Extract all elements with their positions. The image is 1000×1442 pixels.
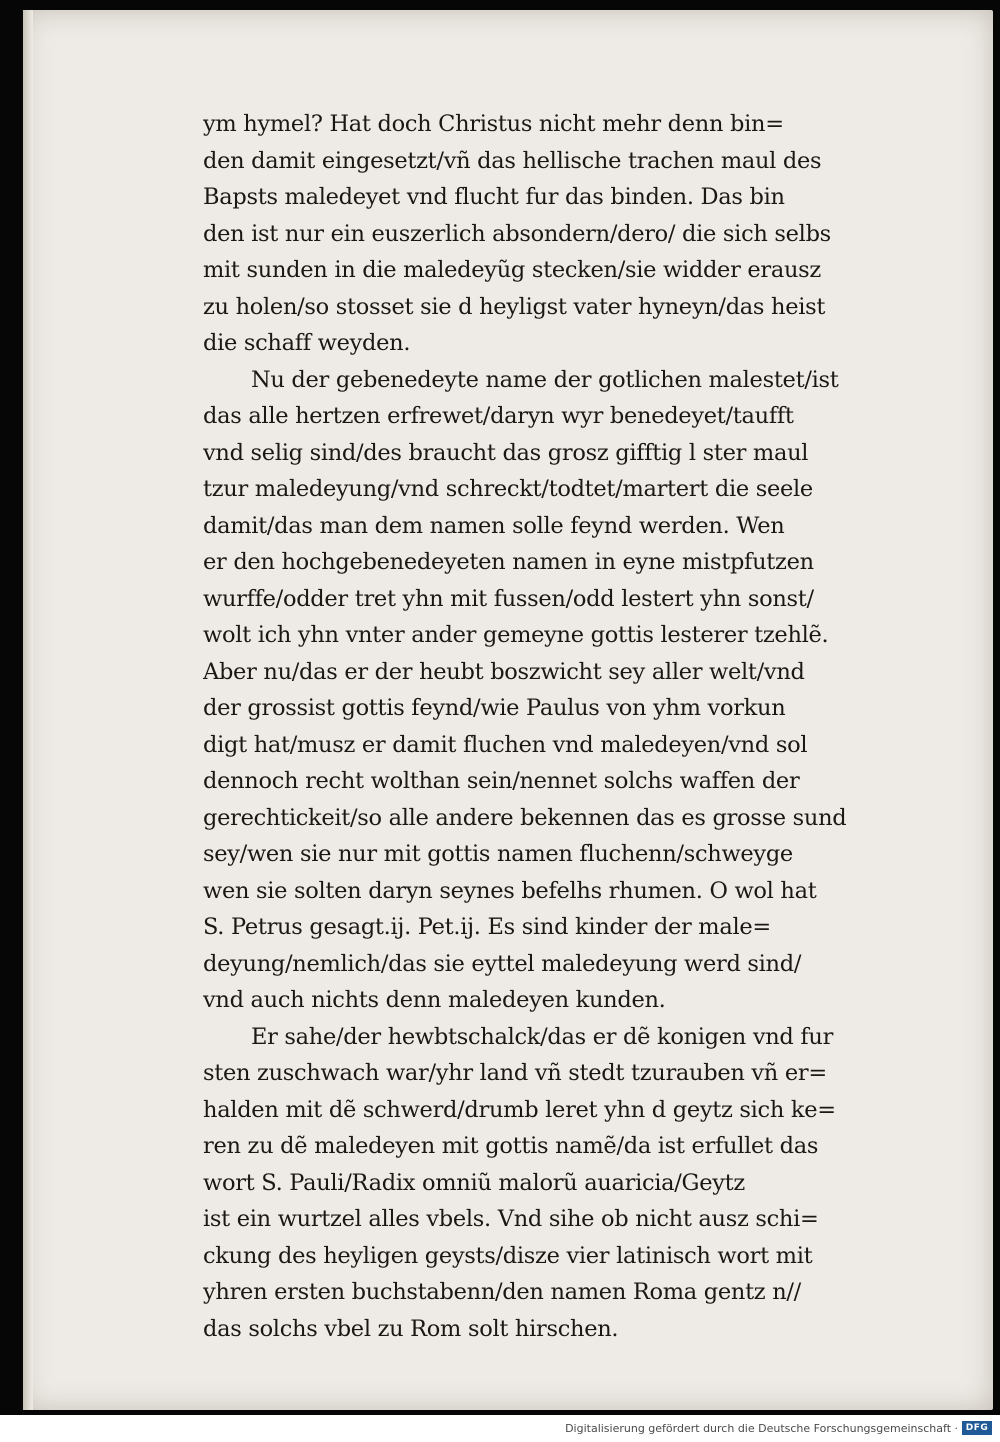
text-line: er den hochgebenedeyeten namen in eyne mistpfutzen bbox=[203, 549, 814, 575]
page-binding-edge bbox=[23, 10, 33, 1410]
text-line: das alle hertzen erfrewet/daryn wyr benedeyet/taufft bbox=[203, 403, 794, 429]
text-line: wurffe/odder tret yhn mit fussen/odd lestert yhn sonst/ bbox=[203, 585, 814, 612]
text-line: ren zu dẽ maledeyen mit gottis namẽ/da ist erfullet das bbox=[203, 1133, 819, 1159]
text-line: tzur maledeyung/vnd schreckt/todtet/martert die seele bbox=[203, 476, 813, 502]
paragraph-start-line: Nu der gebenedeyte name der gotlichen malestet/ist bbox=[251, 366, 839, 393]
text-line: wort S. Pauli/Radix omniũ malorũ auaricia/Geytz bbox=[203, 1169, 745, 1196]
dfg-logo: DFG bbox=[962, 1421, 992, 1435]
text-line: das solchs vbel zu Rom solt hirschen. bbox=[203, 1315, 619, 1342]
text-line: zu holen/so stosset sie d heyligst vater hyneyn/das heist bbox=[203, 293, 826, 320]
text-line: sten zuschwach war/yhr land vñ stedt tzurauben vñ er= bbox=[203, 1060, 827, 1086]
text-line: deyung/nemlich/das sie eyttel maledeyung werd sind/ bbox=[203, 950, 802, 977]
paragraph-start-line: Er sahe/der hewbtschalck/das er dẽ konigen vnd fur bbox=[251, 1023, 834, 1050]
text-line: den damit eingesetzt/vñ das hellische trachen maul des bbox=[203, 147, 822, 174]
book-page bbox=[23, 10, 993, 1410]
text-line: Bapsts maledeyet vnd flucht fur das binden. Das bin bbox=[203, 184, 785, 210]
text-line: damit/das man dem namen solle feynd werden. Wen bbox=[203, 512, 785, 539]
text-line: ist ein wurtzel alles vbels. Vnd sihe ob nicht ausz schi= bbox=[203, 1206, 819, 1232]
text-line: digt hat/musz er damit fluchen vnd maledeyen/vnd sol bbox=[203, 731, 808, 758]
text-line: ckung des heyligen geysts/disze vier latinisch wort mit bbox=[203, 1242, 813, 1269]
text-line: dennoch recht wolthan sein/nennet solchs waffen der bbox=[203, 768, 800, 794]
text-line: sey/wen sie nur mit gottis namen fluchenn/schweyge bbox=[203, 841, 793, 867]
text-line: S. Petrus gesagt.ij. Pet.ij. Es sind kinder der male= bbox=[203, 914, 771, 940]
text-line: die schaff weyden. bbox=[203, 330, 411, 356]
text-line: wen sie solten daryn seynes befelhs rhumen. O wol hat bbox=[203, 877, 817, 904]
footer-bar bbox=[0, 1415, 1000, 1442]
body-text bbox=[203, 106, 963, 1347]
text-line: den ist nur ein euszerlich absondern/dero/ die sich selbs bbox=[203, 220, 831, 247]
text-line: wolt ich yhn vnter ander gemeyne gottis lesterer tzehlẽ. bbox=[203, 622, 829, 648]
text-line: yhren ersten buchstabenn/den namen Roma gentz n// bbox=[203, 1279, 801, 1305]
text-line: vnd auch nichts denn maledeyen kunden. bbox=[203, 987, 666, 1013]
text-line: der grossist gottis feynd/wie Paulus von yhm vorkun bbox=[203, 695, 786, 721]
text-line: Aber nu/das er der heubt boszwicht sey aller welt/vnd bbox=[203, 658, 805, 685]
text-line: halden mit dẽ schwerd/drumb leret yhn d geytz sich ke= bbox=[203, 1096, 836, 1123]
funding-notice: Digitalisierung gefördert durch die Deutsche Forschungsgemeinschaft · bbox=[565, 1422, 958, 1435]
text-line: gerechtickeit/so alle andere bekennen das es grosse sund bbox=[203, 804, 847, 831]
text-line: vnd selig sind/des braucht das grosz gifftig l ster maul bbox=[203, 439, 809, 466]
text-line: mit sunden in die maledeyũg stecken/sie widder erausz bbox=[203, 257, 821, 283]
text-line: ym hymel? Hat doch Christus nicht mehr denn bin= bbox=[203, 111, 784, 137]
